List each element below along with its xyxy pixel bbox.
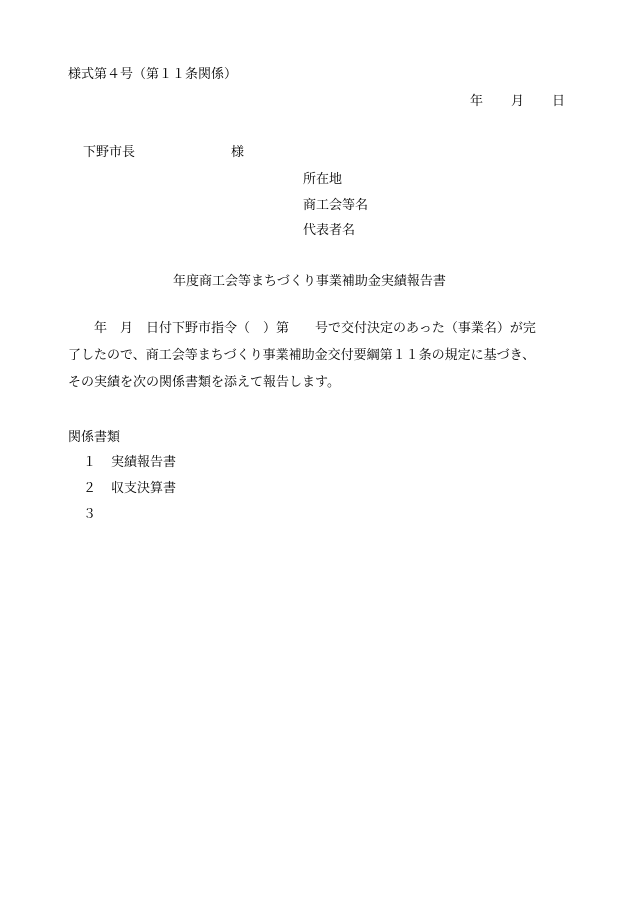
sender-rep-label: 代表者名	[303, 223, 356, 238]
body-paragraph	[68, 321, 578, 402]
sender-org-label: 商工会等名	[303, 198, 369, 213]
date-month-label: 月	[511, 94, 525, 109]
addressee-name: 下野市長	[83, 145, 136, 160]
related-docs-heading: 関係書類	[68, 430, 121, 445]
list-item	[83, 481, 176, 497]
list-item-label: 実績報告書	[111, 455, 177, 470]
date-day-label: 日	[552, 94, 566, 109]
related-docs-list	[83, 455, 176, 533]
addressee-honorific: 様	[231, 145, 245, 160]
list-item-number: ３	[83, 507, 97, 522]
list-item	[83, 455, 176, 471]
document-title: 年度商工会等まちづくり事業補助金実績報告書	[173, 274, 446, 289]
list-item-number: ２	[83, 481, 97, 496]
list-item	[83, 507, 176, 523]
sender-location-label: 所在地	[303, 172, 343, 187]
body-line: 了したので、商工会等まちづくり事業補助金交付要綱第１１条の規定に基づき、	[68, 348, 536, 363]
list-item-number: １	[83, 455, 97, 470]
date-line	[470, 94, 565, 110]
date-year-label: 年	[470, 94, 484, 109]
addressee	[83, 145, 244, 161]
form-number: 様式第４号（第１１条関係）	[68, 67, 238, 82]
body-line: 年 月 日付下野市指令（ ）第 号で交付決定のあった（事業名）が完	[68, 321, 536, 336]
body-line: その実績を次の関係書類を添えて報告します。	[68, 375, 340, 390]
list-item-label: 収支決算書	[111, 481, 177, 496]
